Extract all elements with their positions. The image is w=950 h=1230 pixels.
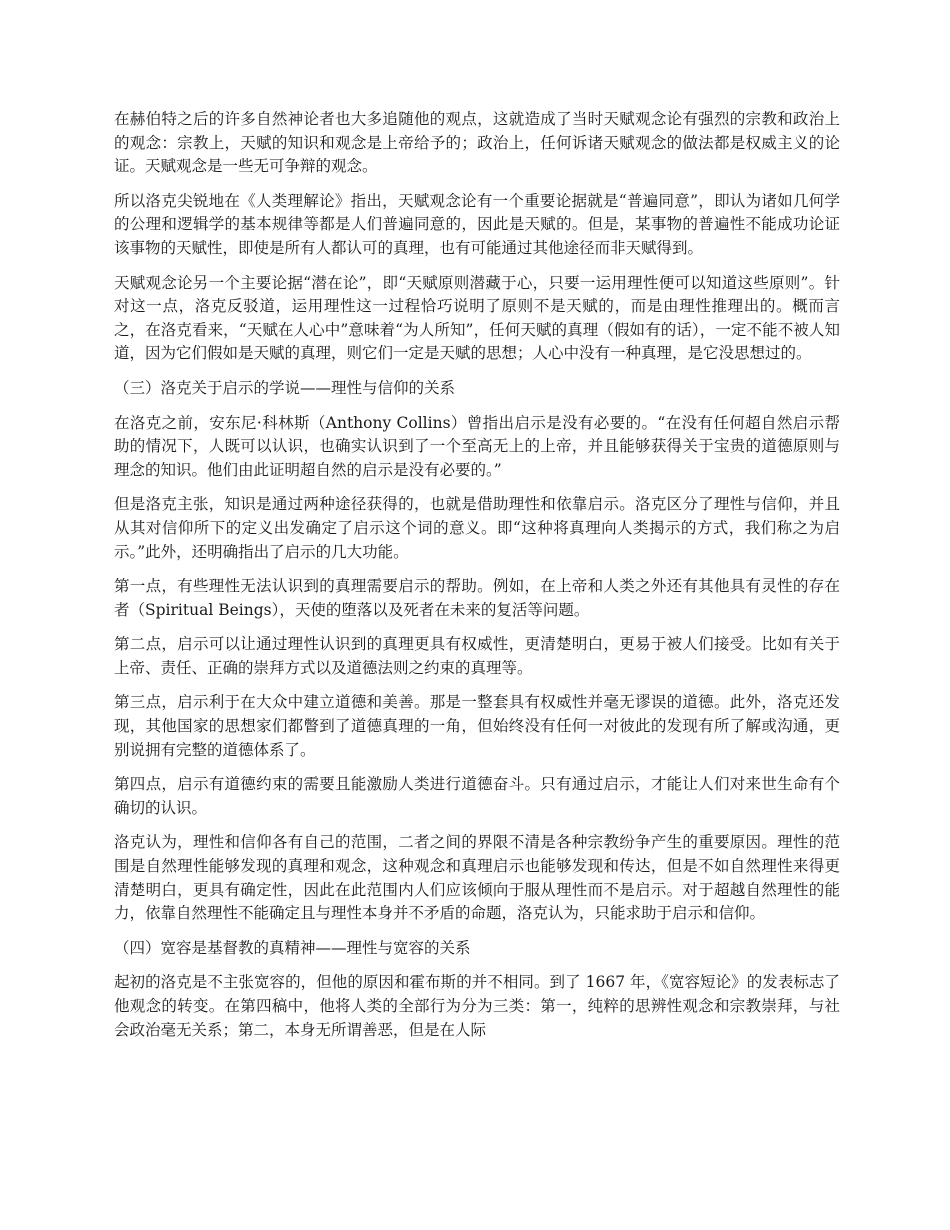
paragraph-point-one: 第一点，有些理性无法认识到的真理需要启示的帮助。例如，在上帝和人类之外还有其他具有灵性的存在者（Spiritual Beings），天使的堕落以及死者在未来的复活等问题。 [114,577,840,619]
paragraph-point-two: 第二点，启示可以让通过理性认识到的真理更具有权威性，更清楚明白，更易于被人们接受。比如有关于上帝、责任、正确的崇拜方式以及道德法则之约束的真理等。 [114,635,840,677]
section-heading-tolerance: （四）宽容是基督教的真精神——理性与宽容的关系 [114,938,471,957]
section-heading-revelation: （三）洛克关于启示的学说——理性与信仰的关系 [114,378,456,397]
paragraph-collins: 在洛克之前，安东尼·科林斯（Anthony Collins）曾指出启示是没有必要的。“在没有任何超自然启示帮助的情况下，人既可以认识，也确实认识到了一个至高无上的上帝，并且能够获得关于宝贵的道德原则与理念的知识。他们由此证明超自然的启示是没有必要的。” [114,413,840,479]
paragraph-point-four: 第四点，启示有道德约束的需要且能激励人类进行道德奋斗。只有通过启示，才能让人们对来世生命有个确切的认识。 [114,775,840,817]
paragraph-innate-ideas-intro: 在赫伯特之后的许多自然神论者也大多追随他的观点，这就造成了当时天赋观念论有强烈的宗教和政治上的观念：宗教上，天赋的知识和观念是上帝给予的；政治上，任何诉诸天赋观念的做法都是权威主义的论证。天赋观念是一些无可争辩的观念。 [114,110,840,176]
paragraph-universal-consent: 所以洛克尖锐地在《人类理解论》指出，天赋观念论有一个重要论据就是“普遍同意”，即认为诸如几何学的公理和逻辑学的基本规律等都是人们普遍同意的，因此是天赋的。但是，某事物的普遍性不能成功论证该事物的天赋性，即使是所有人都认可的真理，也有可能通过其他途径而非天赋得到。 [114,191,840,257]
paragraph-point-three: 第三点，启示利于在大众中建立道德和美善。那是一整套具有权威性并毫无谬误的道德。此外，洛克还发现，其他国家的思想家们都瞥到了道德真理的一角，但始终没有任何一对彼此的发现有所了解或沟通，更别说拥有完整的道德体系了。 [114,693,840,759]
paragraph-reason-and-revelation: 但是洛克主张，知识是通过两种途径获得的，也就是借助理性和依靠启示。洛克区分了理性与信仰，并且从其对信仰所下的定义出发确定了启示这个词的意义。即“这种将真理向人类揭示的方式，我们称之为启示。”此外，还明确指出了启示的几大功能。 [114,495,840,561]
paragraph-latent-theory: 天赋观念论另一个主要论据“潜在论”，即“天赋原则潜藏于心，只要一运用理性便可以知道这些原则”。针对这一点，洛克反驳道，运用理性这一过程恰巧说明了原则不是天赋的，而是由理性推理出的。概而言之，在洛克看来，“天赋在人心中”意味着“为人所知”，任何天赋的真理（假如有的话），一定不能不被人知道，因为它们假如是天赋的真理，则它们一定是天赋的思想；人心中没有一种真理，是它没思想过的。 [114,273,840,363]
document-page [114,108,840,1053]
paragraph-scope-of-reason: 洛克认为，理性和信仰各有自己的范围，二者之间的界限不清是各种宗教纷争产生的重要原因。理性的范围是自然理性能够发现的真理和观念，这种观念和真理启示也能够发现和传达，但是不如自然理性来得更清楚明白，更具有确定性，因此在此范围内人们应该倾向于服从理性而不是启示。对于超越自然理性的能力，依靠自然理性不能确定且与理性本身并不矛盾的命题，洛克认为，只能求助于启示和信仰。 [114,833,840,923]
paragraph-tolerance-intro: 起初的洛克是不主张宽容的，但他的原因和霍布斯的并不相同。到了 1667 年，《宽容短论》的发表标志了他观念的转变。在第四稿中，他将人类的全部行为分为三类：第一，纯粹的思辨性观念和宗教崇拜，与社会政治毫无关系；第二，本身无所谓善恶，但是在人际 [114,973,840,1039]
